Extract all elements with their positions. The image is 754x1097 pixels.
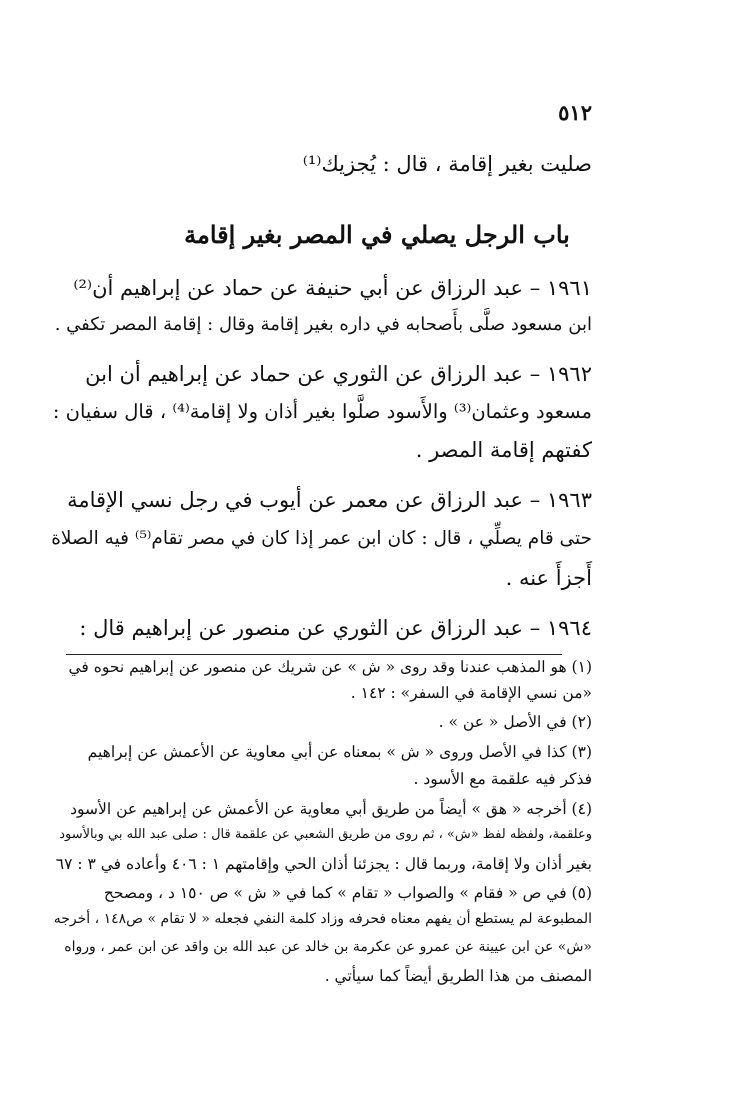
footnote-line: بغير أذان ولا إقامة، وربما قال : يجزئنا أذان الحي وإقامتهم ١ : ٤٠٦ وأعاده في ٣ : ٦٧ (55, 855, 592, 873)
hadith-1962-line-3: كفتهم إقامة المصر . (415, 438, 592, 462)
footnote-line: المصنف من هذا الطريق أيضاً كما سيأتي . (324, 967, 592, 985)
footnote-line: المطبوعة لم يستطع أن يفهم معناه فحرفه وزاد كلمة النفي فجعله « لا تقام » ص١٤٨ ، أخرجه (53, 911, 592, 927)
hadith-1963-line-1: ١٩٦٣ – عبد الرزاق عن معمر عن أيوب في رجل نسي الإقامة (67, 488, 592, 512)
footnote-divider (66, 654, 562, 655)
footnote-line: (٣) كذا في الأصل وروى « ش » بمعناه عن أبي معاوية عن الأعمش عن إبراهيم (87, 743, 592, 761)
page-number: ٥١٢ (558, 100, 592, 125)
hadith-1963-line-3: أَجزأَ عنه . (505, 566, 592, 590)
hadith-1963-line-2: حتى قام يصلِّي ، قال : كان ابن عمر إذا كان في مصر تقام⁽⁵⁾ فيه الصلاة (51, 528, 592, 549)
footnote-line: (٥) في ص « فقام » والصواب « تقام » كما في « ش » ص ١٥٠ د ، ومصحح (103, 884, 592, 902)
footnote-line: (٤) أخرجه « هق » أيضاً من طريق أبي معاوية عن الأعمش عن إبراهيم عن الأسود (70, 800, 592, 818)
text-line: صليت بغير إقامة ، قال : يُجزيك⁽¹⁾ (302, 152, 592, 176)
footnote-line: «ش» عن ابن عيينة عن عمرو عن عكرمة بن خالد عن عبد الله بن واقد عن ابن عمر ، ورواه (64, 939, 592, 955)
hadith-1962-line-1: ١٩٦٢ – عبد الرزاق عن الثوري عن حماد عن إبراهيم أن ابن (85, 362, 592, 386)
chapter-heading: باب الرجل يصلي في المصر بغير إقامة (184, 220, 570, 249)
footnote-line: وعلقمة، ولفظه لفظ «ش» ، ثم روى من طريق الشعبي عن علقمة قال : صلى عبد الله بي وبالأسود (59, 827, 592, 842)
hadith-1962-line-2: مسعود وعثمان⁽³⁾ والأَسود صلَّوا بغير أذان ولا إقامة⁽⁴⁾ ، قال سفيان : (52, 400, 592, 423)
hadith-1964-line-1: ١٩٦٤ – عبد الرزاق عن الثوري عن منصور عن إبراهيم قال : (79, 616, 592, 640)
footnote-line: (١) هو المذهب عندنا وقد روى « ش » عن شريك عن منصور عن إبراهيم نحوه في (68, 658, 592, 676)
footnote-line: فذكر فيه علقمة مع الأسود . (413, 770, 592, 788)
hadith-1961-line-2: ابن مسعود صلَّى بأَصحابه في داره بغير إقامة وقال : إقامة المصر تكفي . (54, 314, 592, 335)
footnote-line: (٢) في الأصل « عن » . (438, 713, 592, 731)
footnote-line: «من نسي الإقامة في السفر» : ١٤٢ . (350, 684, 592, 702)
hadith-1961-line-1: ١٩٦١ – عبد الرزاق عن أبي حنيفة عن حماد عن إبراهيم أن⁽²⁾ (73, 276, 592, 300)
